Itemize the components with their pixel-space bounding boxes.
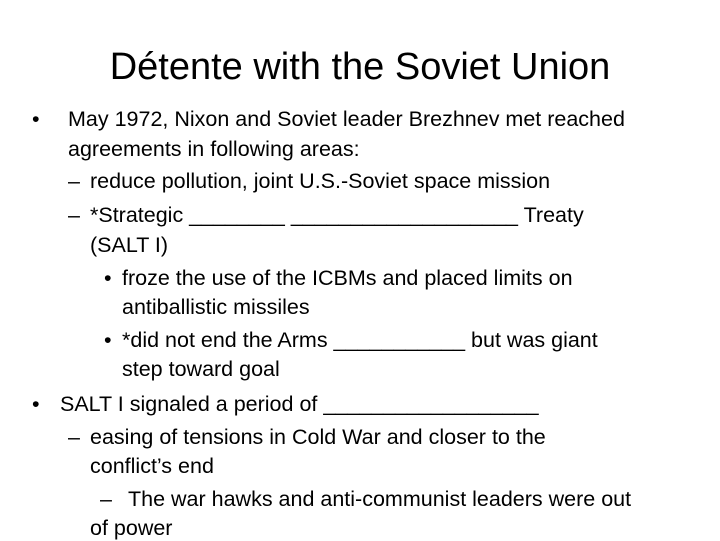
bullet-marker: • — [104, 328, 112, 352]
dash-marker: – — [100, 487, 112, 511]
sub-item-4-line-1: The war hawks and anti-communist leaders were out — [128, 487, 632, 511]
bullet-2-line-1: SALT I signaled a period of __________________ — [60, 392, 539, 416]
sub-sub-item-1-line-2: antiballistic missiles — [122, 295, 310, 319]
sub-item-3-line-1: easing of tensions in Cold War and closer to the — [90, 425, 546, 449]
sub-sub-item-1-line-1: froze the use of the ICBMs and placed limits on — [122, 266, 573, 290]
bullet-marker: • — [32, 392, 40, 416]
bullet-marker: • — [104, 266, 112, 290]
sub-sub-item-2-line-2: step toward goal — [122, 357, 280, 381]
slide-title: Détente with the Soviet Union — [109, 46, 611, 88]
sub-item-3-line-2: conflict’s end — [90, 454, 214, 478]
dash-marker: – — [68, 169, 80, 193]
sub-item-2-line-2: (SALT I) — [90, 233, 169, 257]
sub-item-2-line-1: *Strategic ________ ___________________ Treaty — [90, 203, 584, 227]
sub-item-1-line-1: reduce pollution, joint U.S.-Soviet space mission — [90, 169, 551, 193]
sub-sub-item-2-line-1: *did not end the Arms ___________ but was giant — [122, 328, 598, 352]
bullet-1-line-2: agreements in following areas: — [68, 137, 360, 161]
sub-item-4-line-2: of power — [90, 516, 173, 540]
bullet-1-line-1: May 1972, Nixon and Soviet leader Brezhnev met reached — [68, 107, 625, 131]
bullet-marker: • — [32, 107, 40, 131]
dash-marker: – — [68, 425, 80, 449]
dash-marker: – — [68, 203, 80, 227]
